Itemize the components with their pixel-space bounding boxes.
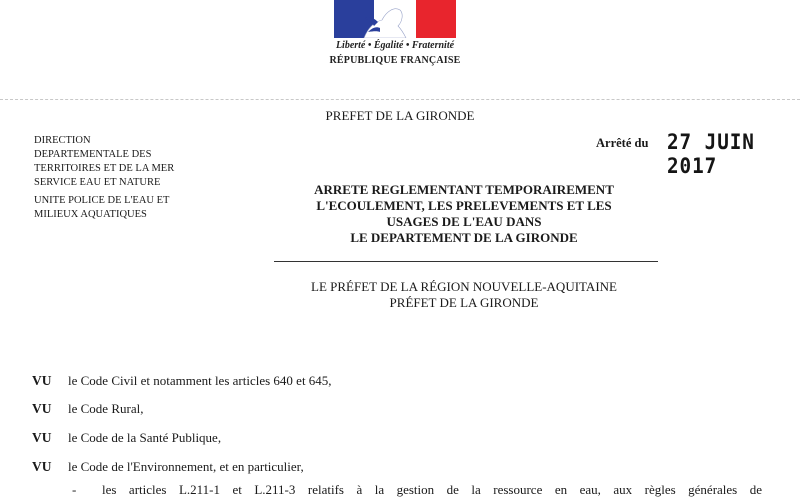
title-line: ARRETE REGLEMENTANT TEMPORAIREMENT xyxy=(314,182,614,197)
prefet-region-block xyxy=(272,279,656,311)
vu-text: le Code de la Santé Publique, xyxy=(68,430,222,445)
vu-text: le Code de l'Environnement, et en particulier, xyxy=(68,459,304,474)
unite-line: UNITE POLICE DE L'EAU ET xyxy=(34,195,170,206)
arrete-label: Arrêté du xyxy=(596,136,649,150)
vu-label: VU xyxy=(32,430,52,445)
header-divider xyxy=(0,99,800,100)
vu-item xyxy=(32,430,221,446)
title-line: LE DEPARTEMENT DE LA GIRONDE xyxy=(350,230,578,245)
vu-text: le Code Civil et notamment les articles 640 et 645, xyxy=(68,373,332,388)
marianne-logo-icon xyxy=(334,0,456,38)
unite-line: MILIEUX AQUATIQUES xyxy=(34,209,147,220)
title-divider xyxy=(274,261,658,262)
sub-item-bullet: - xyxy=(72,482,77,497)
arrete-date-stamp: 27 JUIN 2017 xyxy=(667,130,755,178)
title-line: USAGES DE L'EAU DANS xyxy=(386,214,542,229)
vu-item xyxy=(32,401,143,417)
document-title xyxy=(272,182,656,246)
vu-text: le Code Rural, xyxy=(68,401,144,416)
direction-line: SERVICE EAU ET NATURE xyxy=(34,177,161,188)
vu-item xyxy=(32,373,332,389)
vu-item xyxy=(32,459,304,475)
direction-block xyxy=(34,134,234,190)
direction-line: TERRITOIRES ET DE LA MER xyxy=(34,163,175,174)
republic-name: RÉPUBLIQUE FRANÇAISE xyxy=(329,55,461,66)
title-line: L'ECOULEMENT, LES PRELEVEMENTS ET LES xyxy=(316,198,612,213)
vu-label: VU xyxy=(32,373,52,388)
vu-label: VU xyxy=(32,401,52,416)
prefet-region-line: LE PRÉFET DE LA RÉGION NOUVELLE-AQUITAINE xyxy=(311,279,617,294)
republic-motto: Liberté • Égalité • Fraternité xyxy=(335,40,455,51)
prefet-region-line: PRÉFET DE LA GIRONDE xyxy=(389,295,539,310)
unite-block xyxy=(34,194,234,222)
sub-item-text: les articles L.211-1 et L.211-3 relatifs à la gestion de la ressource en eau, aux règles générales de xyxy=(102,482,762,497)
direction-line: DEPARTEMENTALE DES xyxy=(34,149,152,160)
direction-line: DIRECTION xyxy=(34,135,91,146)
prefet-heading: PREFET DE LA GIRONDE xyxy=(325,108,475,123)
vu-label: VU xyxy=(32,459,52,474)
sub-item xyxy=(72,482,762,498)
